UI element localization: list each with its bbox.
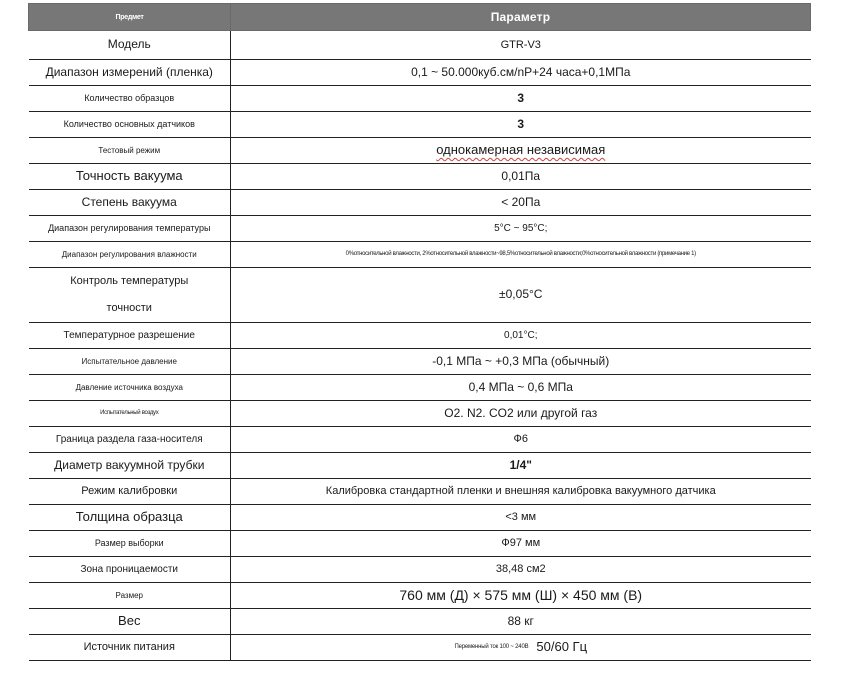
row-value: ±0,05°C <box>231 268 811 323</box>
row-name: Вес <box>29 609 231 635</box>
row-value <box>231 138 811 164</box>
table-row <box>29 112 811 138</box>
row-value: 5°C ~ 95°C; <box>231 216 811 242</box>
row-name: Испытательный воздух <box>29 401 231 427</box>
row-name-text: Контроль температуры точности <box>70 275 189 314</box>
table-row <box>29 349 811 375</box>
table-row <box>29 583 811 609</box>
row-value: Ф6 <box>231 427 811 453</box>
row-name: Количество образцов <box>29 86 231 112</box>
row-value: 0,01Па <box>231 164 811 190</box>
table-row <box>29 505 811 531</box>
row-value: 760 мм (Д) × 575 мм (Ш) × 450 мм (В) <box>231 583 811 609</box>
table-header-row <box>29 4 811 31</box>
table-row <box>29 375 811 401</box>
row-name: Диапазон измерений (пленка) <box>29 60 231 86</box>
power-voltage-text: Переменный ток 100 ~ 240В <box>454 644 529 651</box>
table-row <box>29 164 811 190</box>
row-value: 0,4 МПа ~ 0,6 МПа <box>231 375 811 401</box>
row-value: 1/4" <box>231 453 811 479</box>
column-header-item: Предмет <box>29 4 231 31</box>
table-row <box>29 242 811 268</box>
row-name: Испытательное давление <box>29 349 231 375</box>
row-name: Диапазон регулирования влажности <box>29 242 231 268</box>
table-row <box>29 531 811 557</box>
row-name: Тестовый режим <box>29 138 231 164</box>
table-row <box>29 60 811 86</box>
row-name: Степень вакуума <box>29 190 231 216</box>
table-row <box>29 453 811 479</box>
row-name: Диапазон регулирования температуры <box>29 216 231 242</box>
row-name: Источник питания <box>29 635 231 661</box>
row-value: GTR-V3 <box>231 31 811 60</box>
row-value: Калибровка стандартной пленки и внешняя калибровка вакуумного датчика <box>231 479 811 505</box>
table-row <box>29 427 811 453</box>
row-name: Зона проницаемости <box>29 557 231 583</box>
table-row <box>29 479 811 505</box>
table-row <box>29 86 811 112</box>
row-value: 0,1 ~ 50.000куб.см/nP+24 часа+0,1МПа <box>231 60 811 86</box>
table-row <box>29 190 811 216</box>
row-name: Диаметр вакуумной трубки <box>29 453 231 479</box>
row-name: Количество основных датчиков <box>29 112 231 138</box>
row-value: <3 мм <box>231 505 811 531</box>
row-value: 88 кг <box>231 609 811 635</box>
row-value: O2. N2. CO2 или другой газ <box>231 401 811 427</box>
table-row <box>29 401 811 427</box>
table-row <box>29 216 811 242</box>
row-value: 38,48 см2 <box>231 557 811 583</box>
table-row <box>29 557 811 583</box>
row-value: 0,01°C; <box>231 323 811 349</box>
row-name: Размер <box>29 583 231 609</box>
row-value <box>231 635 811 661</box>
table-row <box>29 323 811 349</box>
row-name: Модель <box>29 31 231 60</box>
table-row <box>29 138 811 164</box>
row-value: Ф97 мм <box>231 531 811 557</box>
row-name: Температурное разрешение <box>29 323 231 349</box>
row-name: Толщина образца <box>29 505 231 531</box>
table-row <box>29 268 811 323</box>
row-value: -0,1 МПа ~ +0,3 МПа (обычный) <box>231 349 811 375</box>
table-row <box>29 609 811 635</box>
row-name: Точность вакуума <box>29 164 231 190</box>
table-row <box>29 635 811 661</box>
row-name <box>29 268 231 323</box>
table-row <box>29 31 811 60</box>
power-frequency-text: 50/60 Гц <box>536 639 588 655</box>
row-value: < 20Па <box>231 190 811 216</box>
spec-table <box>28 3 811 661</box>
row-value: 3 <box>231 112 811 138</box>
row-value-text: однокамерная независимая <box>436 142 606 158</box>
row-value: 3 <box>231 86 811 112</box>
row-name: Размер выборки <box>29 531 231 557</box>
column-header-parameter: Параметр <box>231 4 811 31</box>
row-name: Граница раздела газа-носителя <box>29 427 231 453</box>
row-value: 0%относительной влажности, 2%относительной влажности~98,5%относительной влажности;0%относительной влажности (примечание 1) <box>231 242 811 268</box>
row-name: Режим калибровки <box>29 479 231 505</box>
row-name: Давление источника воздуха <box>29 375 231 401</box>
